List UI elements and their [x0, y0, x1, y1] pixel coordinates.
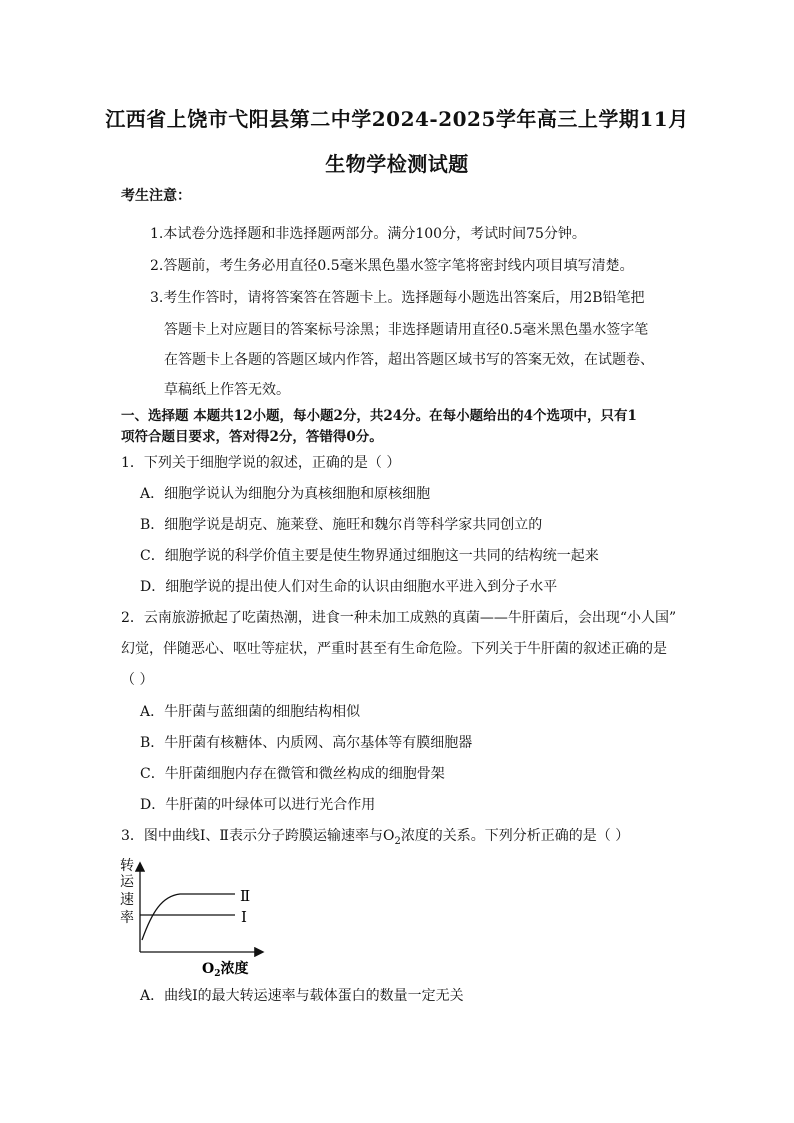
notice-item-3-cont-2: 在答题卡上各题的答题区域内作答，超出答题区域书写的答案无效，在试题卷、 [164, 352, 654, 368]
q3-stem-post: 浓度的关系。下列分析正确的是（ ） [400, 828, 630, 844]
notice-item-3-cont-1: 答题卡上对应题目的答案标号涂黑；非选择题请用直径0.5毫米黑色墨水签字笔 [164, 322, 649, 338]
transport-rate-chart [110, 852, 280, 980]
series-ii-label: Ⅱ [240, 887, 251, 905]
q1-option-d: D．细胞学说的提出使人们对生命的认识由细胞水平进入到分子水平 [140, 579, 558, 595]
section-heading-line-2: 项符合题目要求，答对得2分，答错得0分。 [121, 429, 383, 445]
q3-stem-pre: 3．图中曲线Ⅰ、Ⅱ表示分子跨膜运输速率与O [121, 828, 395, 844]
notice-heading: 考生注意： [121, 188, 191, 204]
notice-item-2: 2.答题前，考生务必用直径0.5毫米黑色墨水签字笔将密封线内项目填写清楚。 [150, 258, 634, 274]
section-heading-line-1: 一、选择题 本题共12小题，每小题2分，共24分。在每小题给出的4个选项中，只有1 [121, 408, 637, 424]
y-axis-label-char-2: 运 [120, 874, 134, 890]
q1-option-a: A．细胞学说认为细胞分为真核细胞和原核细胞 [140, 486, 431, 502]
x-axis-label-sub: 2 [214, 969, 221, 979]
q1-option-b: B．细胞学说是胡克、施莱登、施旺和魏尔肖等科学家共同创立的 [140, 517, 543, 533]
y-axis-label-char-1: 转 [120, 858, 134, 874]
q2-option-a: A．牛肝菌与蓝细菌的细胞结构相似 [140, 704, 361, 720]
x-axis-label-post: 浓度 [220, 961, 249, 977]
q1-option-c: C．细胞学说的科学价值主要是使生物界通过细胞这一共同的结构统一起来 [140, 548, 599, 564]
notice-item-3-cont-3: 草稿纸上作答无效。 [164, 382, 290, 398]
x-axis-label-main: O [202, 961, 215, 977]
q2-stem-line-1: 2．云南旅游掀起了吃菌热潮，进食一种未加工成熟的真菌——牛肝菌后，会出现“小人国” [121, 610, 677, 626]
y-axis-label-char-3: 速 [120, 892, 134, 908]
x-axis-label [202, 960, 248, 979]
series-ii-curve [142, 894, 235, 940]
notice-item-3: 3.考生作答时，请将答案答在答题卡上。选择题每小题选出答案后，用2B铅笔把 [150, 290, 645, 306]
series-i-label: Ⅰ [241, 908, 247, 926]
y-axis-label-char-4: 率 [120, 910, 134, 926]
q3-stem-sub: 2 [394, 835, 401, 847]
q3-option-a: A．曲线Ⅰ的最大转运速率与载体蛋白的数量一定无关 [140, 988, 464, 1004]
q2-stem-line-3: （ ） [121, 672, 154, 688]
q2-stem-line-2: 幻觉，伴随恶心、呕吐等症状，严重时甚至有生命危险。下列关于牛肝菌的叙述正确的是 [121, 641, 667, 657]
page-subtitle: 生物学检测试题 [325, 152, 469, 176]
q2-option-b: B．牛肝菌有核糖体、内质网、高尔基体等有膜细胞器 [140, 735, 473, 751]
q2-option-c: C．牛肝菌细胞内存在微管和微丝构成的细胞骨架 [140, 766, 445, 782]
q2-option-d: D．牛肝菌的叶绿体可以进行光合作用 [140, 797, 376, 813]
q1-stem: 1．下列关于细胞学说的叙述，正确的是（ ） [121, 455, 401, 471]
page-title: 江西省上饶市弋阳县第二中学2024-2025学年高三上学期11月 [105, 107, 689, 131]
q3-stem [121, 826, 629, 852]
notice-item-1: 1.本试卷分选择题和非选择题两部分。满分100分，考试时间75分钟。 [150, 226, 586, 242]
